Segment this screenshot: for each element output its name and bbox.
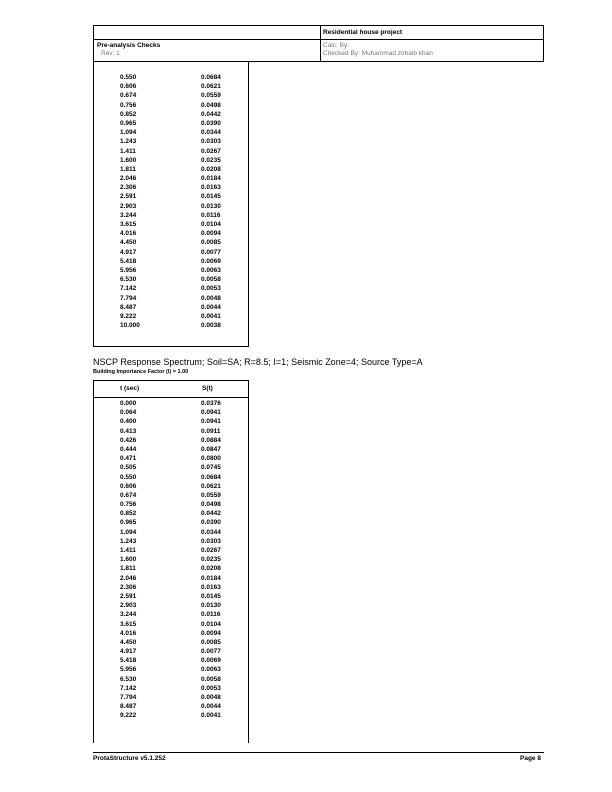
table-row bbox=[94, 546, 248, 555]
period-cell: 2.591 bbox=[120, 193, 137, 201]
section-title: Pre-analysis Checks bbox=[97, 42, 161, 49]
table-row bbox=[94, 711, 248, 720]
header-divider-vertical bbox=[320, 26, 321, 61]
period-cell: 0.505 bbox=[120, 464, 137, 472]
spectral-value-cell: 0.0621 bbox=[201, 482, 221, 490]
table-row bbox=[94, 537, 248, 546]
table-row bbox=[94, 555, 248, 564]
table-row bbox=[94, 110, 248, 119]
period-cell: 8.487 bbox=[120, 703, 137, 711]
period-cell: 0.413 bbox=[120, 427, 137, 435]
software-version: ProtaStructure v5.1.252 bbox=[93, 755, 166, 762]
spectral-value-cell: 0.0145 bbox=[201, 193, 221, 201]
table-row bbox=[94, 101, 248, 110]
table-row bbox=[94, 321, 248, 330]
table-row bbox=[94, 427, 248, 436]
table-row bbox=[94, 229, 248, 238]
period-cell: 4.016 bbox=[120, 629, 137, 637]
spectral-value-cell: 0.0267 bbox=[201, 147, 221, 155]
period-cell: 5.956 bbox=[120, 266, 137, 274]
period-cell: 9.222 bbox=[120, 312, 137, 320]
table-row bbox=[94, 312, 248, 321]
period-cell: 7.794 bbox=[120, 694, 137, 701]
table-row bbox=[94, 119, 248, 128]
spectral-value-cell: 0.0077 bbox=[201, 648, 221, 656]
table-row bbox=[94, 574, 248, 583]
spectral-value-cell: 0.0044 bbox=[201, 303, 221, 311]
spectral-value-cell: 0.0053 bbox=[201, 285, 221, 293]
spectral-value-cell: 0.0208 bbox=[201, 165, 221, 173]
calc-by-label: Calc. By: bbox=[323, 42, 350, 49]
period-cell: 0.606 bbox=[120, 482, 137, 490]
table-row bbox=[94, 473, 248, 482]
spectral-value-cell: 0.0104 bbox=[201, 221, 221, 228]
spectral-value-cell: 0.0094 bbox=[201, 629, 221, 637]
spectral-value-cell: 0.0303 bbox=[201, 138, 221, 146]
table-row bbox=[94, 592, 248, 601]
importance-factor-label: Building Importance Factor (I) = 1.00 bbox=[93, 369, 189, 375]
table-row bbox=[94, 165, 248, 174]
table-row bbox=[94, 156, 248, 165]
spectral-value-cell: 0.0163 bbox=[201, 583, 221, 591]
table-row bbox=[94, 509, 248, 518]
spectral-value-cell: 0.0498 bbox=[201, 501, 221, 509]
table-row bbox=[94, 408, 248, 417]
table-row bbox=[94, 620, 248, 629]
period-cell: 0.965 bbox=[120, 119, 137, 127]
spectral-value-cell: 0.0077 bbox=[201, 248, 221, 256]
table-row bbox=[94, 294, 248, 303]
period-cell: 0.550 bbox=[120, 74, 137, 81]
column-header-period: t (sec) bbox=[120, 385, 140, 392]
table-row bbox=[94, 445, 248, 454]
period-cell: 1.811 bbox=[120, 565, 136, 573]
period-cell: 1.243 bbox=[120, 138, 137, 146]
spectral-value-cell: 0.0303 bbox=[201, 537, 221, 545]
period-cell: 4.450 bbox=[120, 239, 137, 247]
period-cell: 2.903 bbox=[120, 202, 137, 210]
period-cell: 0.426 bbox=[120, 436, 137, 444]
period-cell: 0.444 bbox=[120, 445, 137, 453]
spectral-value-cell: 0.0498 bbox=[201, 101, 221, 109]
period-cell: 0.756 bbox=[120, 501, 137, 509]
spectral-value-cell: 0.0041 bbox=[201, 312, 221, 320]
table-row bbox=[94, 82, 248, 91]
table-row bbox=[94, 174, 248, 183]
spectral-value-cell: 0.0559 bbox=[201, 491, 221, 499]
period-cell: 6.530 bbox=[120, 276, 137, 284]
period-cell: 3.615 bbox=[120, 221, 137, 228]
period-cell: 3.615 bbox=[120, 620, 137, 628]
spectral-value-cell: 0.0104 bbox=[201, 620, 221, 628]
period-cell: 2.046 bbox=[120, 175, 137, 183]
period-cell: 0.550 bbox=[120, 473, 137, 481]
period-cell: 0.674 bbox=[120, 491, 137, 499]
project-name: Residential house project bbox=[323, 29, 403, 36]
table-row bbox=[94, 399, 248, 408]
spectral-value-cell: 0.0621 bbox=[201, 83, 221, 91]
spectral-value-cell: 0.0058 bbox=[201, 276, 221, 284]
spectral-value-cell: 0.0044 bbox=[201, 703, 221, 711]
spectral-value-cell: 0.0442 bbox=[201, 510, 221, 518]
spectral-value-cell: 0.0038 bbox=[201, 322, 221, 330]
checked-by-label: Checked By: Muhammad zohaib khan bbox=[323, 50, 433, 57]
table-row bbox=[94, 257, 248, 266]
period-cell: 0.000 bbox=[120, 400, 137, 407]
table-row bbox=[94, 693, 248, 702]
period-cell: 1.243 bbox=[120, 537, 137, 545]
period-cell: 10.000 bbox=[120, 322, 140, 330]
table-row bbox=[94, 638, 248, 647]
period-cell: 0.674 bbox=[120, 92, 137, 100]
table-row bbox=[94, 192, 248, 201]
table-row bbox=[94, 518, 248, 527]
spectral-value-cell: 0.0130 bbox=[201, 202, 221, 210]
spectral-value-cell: 0.0344 bbox=[201, 129, 221, 137]
spectral-value-cell: 0.0085 bbox=[201, 638, 221, 646]
table-header bbox=[94, 381, 248, 398]
spectral-value-cell: 0.0048 bbox=[201, 694, 221, 701]
table-row bbox=[94, 601, 248, 610]
response-spectrum-table bbox=[93, 380, 249, 743]
spectral-value-cell: 0.0116 bbox=[201, 211, 221, 219]
period-cell: 0.852 bbox=[120, 510, 137, 518]
period-cell: 0.471 bbox=[120, 455, 137, 463]
period-cell: 1.411 bbox=[120, 147, 136, 155]
period-cell: 5.418 bbox=[120, 657, 137, 665]
spectral-value-cell: 0.0145 bbox=[201, 592, 221, 600]
period-cell: 2.306 bbox=[120, 184, 137, 192]
period-cell: 4.016 bbox=[120, 230, 137, 238]
spectral-value-cell: 0.0442 bbox=[201, 110, 221, 118]
table-row bbox=[94, 147, 248, 156]
spectral-value-cell: 0.0800 bbox=[201, 455, 221, 463]
table-row bbox=[94, 275, 248, 284]
spectral-value-cell: 0.0235 bbox=[201, 556, 221, 564]
table-row bbox=[94, 500, 248, 509]
spectral-value-cell: 0.0058 bbox=[201, 675, 221, 683]
spectral-value-cell: 0.0745 bbox=[201, 464, 221, 472]
spectral-value-cell: 0.0684 bbox=[201, 74, 221, 81]
spectral-value-cell: 0.0559 bbox=[201, 92, 221, 100]
table-row bbox=[94, 417, 248, 426]
period-cell: 1.600 bbox=[120, 156, 137, 164]
table-row bbox=[94, 183, 248, 192]
table-row bbox=[94, 564, 248, 573]
spectral-value-cell: 0.0344 bbox=[201, 528, 221, 536]
table-row bbox=[94, 284, 248, 293]
table-row bbox=[94, 583, 248, 592]
table-row bbox=[94, 91, 248, 100]
period-cell: 2.591 bbox=[120, 592, 137, 600]
table-row bbox=[94, 665, 248, 674]
spectral-value-cell: 0.0267 bbox=[201, 547, 221, 554]
table-row bbox=[94, 238, 248, 247]
period-cell: 2.306 bbox=[120, 583, 137, 591]
table-row bbox=[94, 248, 248, 257]
table-row bbox=[94, 656, 248, 665]
table-row bbox=[94, 303, 248, 312]
spectral-value-cell: 0.0116 bbox=[201, 611, 221, 619]
spectral-value-cell: 0.0684 bbox=[201, 473, 221, 481]
page-number: Page 8 bbox=[520, 755, 541, 762]
period-cell: 1.411 bbox=[120, 547, 136, 554]
period-cell: 4.917 bbox=[120, 248, 137, 256]
table-row bbox=[94, 211, 248, 220]
period-cell: 7.142 bbox=[120, 684, 137, 692]
table-row bbox=[94, 463, 248, 472]
spectral-value-cell: 0.0884 bbox=[201, 436, 221, 444]
spectral-value-cell: 0.0053 bbox=[201, 684, 221, 692]
column-header-spectral-value: S(t) bbox=[202, 385, 213, 392]
spectral-value-cell: 0.0094 bbox=[201, 230, 221, 238]
period-cell: 1.811 bbox=[120, 165, 136, 173]
spectral-value-cell: 0.0235 bbox=[201, 156, 221, 164]
table-row bbox=[94, 482, 248, 491]
spectral-value-cell: 0.0911 bbox=[201, 427, 221, 435]
revision-label: Rev: 1 bbox=[101, 50, 120, 57]
page-header bbox=[93, 25, 544, 62]
period-cell: 3.244 bbox=[120, 211, 137, 219]
period-cell: 4.917 bbox=[120, 648, 137, 656]
table-row bbox=[94, 702, 248, 711]
spectral-value-cell: 0.0163 bbox=[201, 184, 221, 192]
table-rows bbox=[94, 399, 248, 721]
spectral-value-cell: 0.0184 bbox=[201, 574, 221, 582]
spectral-value-cell: 0.0130 bbox=[201, 602, 221, 610]
period-cell: 0.852 bbox=[120, 110, 137, 118]
period-cell: 6.530 bbox=[120, 675, 137, 683]
header-divider-horizontal bbox=[94, 39, 543, 40]
period-cell: 1.094 bbox=[120, 129, 137, 137]
spectral-value-cell: 0.0941 bbox=[201, 409, 221, 417]
spectrum-title: NSCP Response Spectrum; Soil=SA; R=8.5; I=1; Seismic Zone=4; Source Type=A bbox=[93, 357, 423, 367]
period-cell: 7.142 bbox=[120, 285, 137, 293]
spectral-value-cell: 0.0184 bbox=[201, 175, 221, 183]
table-row bbox=[94, 491, 248, 500]
period-cell: 0.400 bbox=[120, 418, 137, 426]
period-cell: 2.046 bbox=[120, 574, 137, 582]
spectral-value-cell: 0.0063 bbox=[201, 666, 221, 674]
period-cell: 0.606 bbox=[120, 83, 137, 91]
table-row bbox=[94, 610, 248, 619]
table-row bbox=[94, 436, 248, 445]
table-row bbox=[94, 629, 248, 638]
spectral-value-cell: 0.0048 bbox=[201, 294, 221, 302]
spectral-value-cell: 0.0041 bbox=[201, 712, 221, 720]
period-cell: 1.094 bbox=[120, 528, 137, 536]
period-cell: 5.418 bbox=[120, 257, 137, 265]
period-cell: 0.965 bbox=[120, 519, 137, 527]
table-row bbox=[94, 647, 248, 656]
period-cell: 8.487 bbox=[120, 303, 137, 311]
period-cell: 4.450 bbox=[120, 638, 137, 646]
spectral-value-cell: 0.0208 bbox=[201, 565, 221, 573]
period-cell: 7.794 bbox=[120, 294, 137, 302]
period-cell: 0.064 bbox=[120, 409, 137, 417]
table-row bbox=[94, 128, 248, 137]
period-cell: 2.903 bbox=[120, 602, 137, 610]
period-cell: 9.222 bbox=[120, 712, 137, 720]
table-row bbox=[94, 454, 248, 463]
table-row bbox=[94, 220, 248, 229]
spectral-value-cell: 0.0847 bbox=[201, 445, 221, 453]
spectral-value-cell: 0.0376 bbox=[201, 400, 221, 407]
period-cell: 0.756 bbox=[120, 101, 137, 109]
table-row bbox=[94, 675, 248, 684]
spectral-value-cell: 0.0941 bbox=[201, 418, 221, 426]
table-rows bbox=[94, 73, 248, 330]
spectral-value-cell: 0.0069 bbox=[201, 257, 221, 265]
period-cell: 1.600 bbox=[120, 556, 137, 564]
spectral-value-cell: 0.0063 bbox=[201, 266, 221, 274]
table-row bbox=[94, 266, 248, 275]
spectral-value-cell: 0.0390 bbox=[201, 519, 221, 527]
table-row bbox=[94, 684, 248, 693]
table-row bbox=[94, 528, 248, 537]
footer-divider bbox=[93, 752, 544, 753]
period-cell: 3.244 bbox=[120, 611, 137, 619]
period-cell: 5.956 bbox=[120, 666, 137, 674]
spectral-value-cell: 0.0390 bbox=[201, 119, 221, 127]
response-table-continued bbox=[93, 62, 249, 347]
spectral-value-cell: 0.0085 bbox=[201, 239, 221, 247]
table-row bbox=[94, 73, 248, 82]
table-row bbox=[94, 202, 248, 211]
table-row bbox=[94, 137, 248, 146]
spectral-value-cell: 0.0069 bbox=[201, 657, 221, 665]
